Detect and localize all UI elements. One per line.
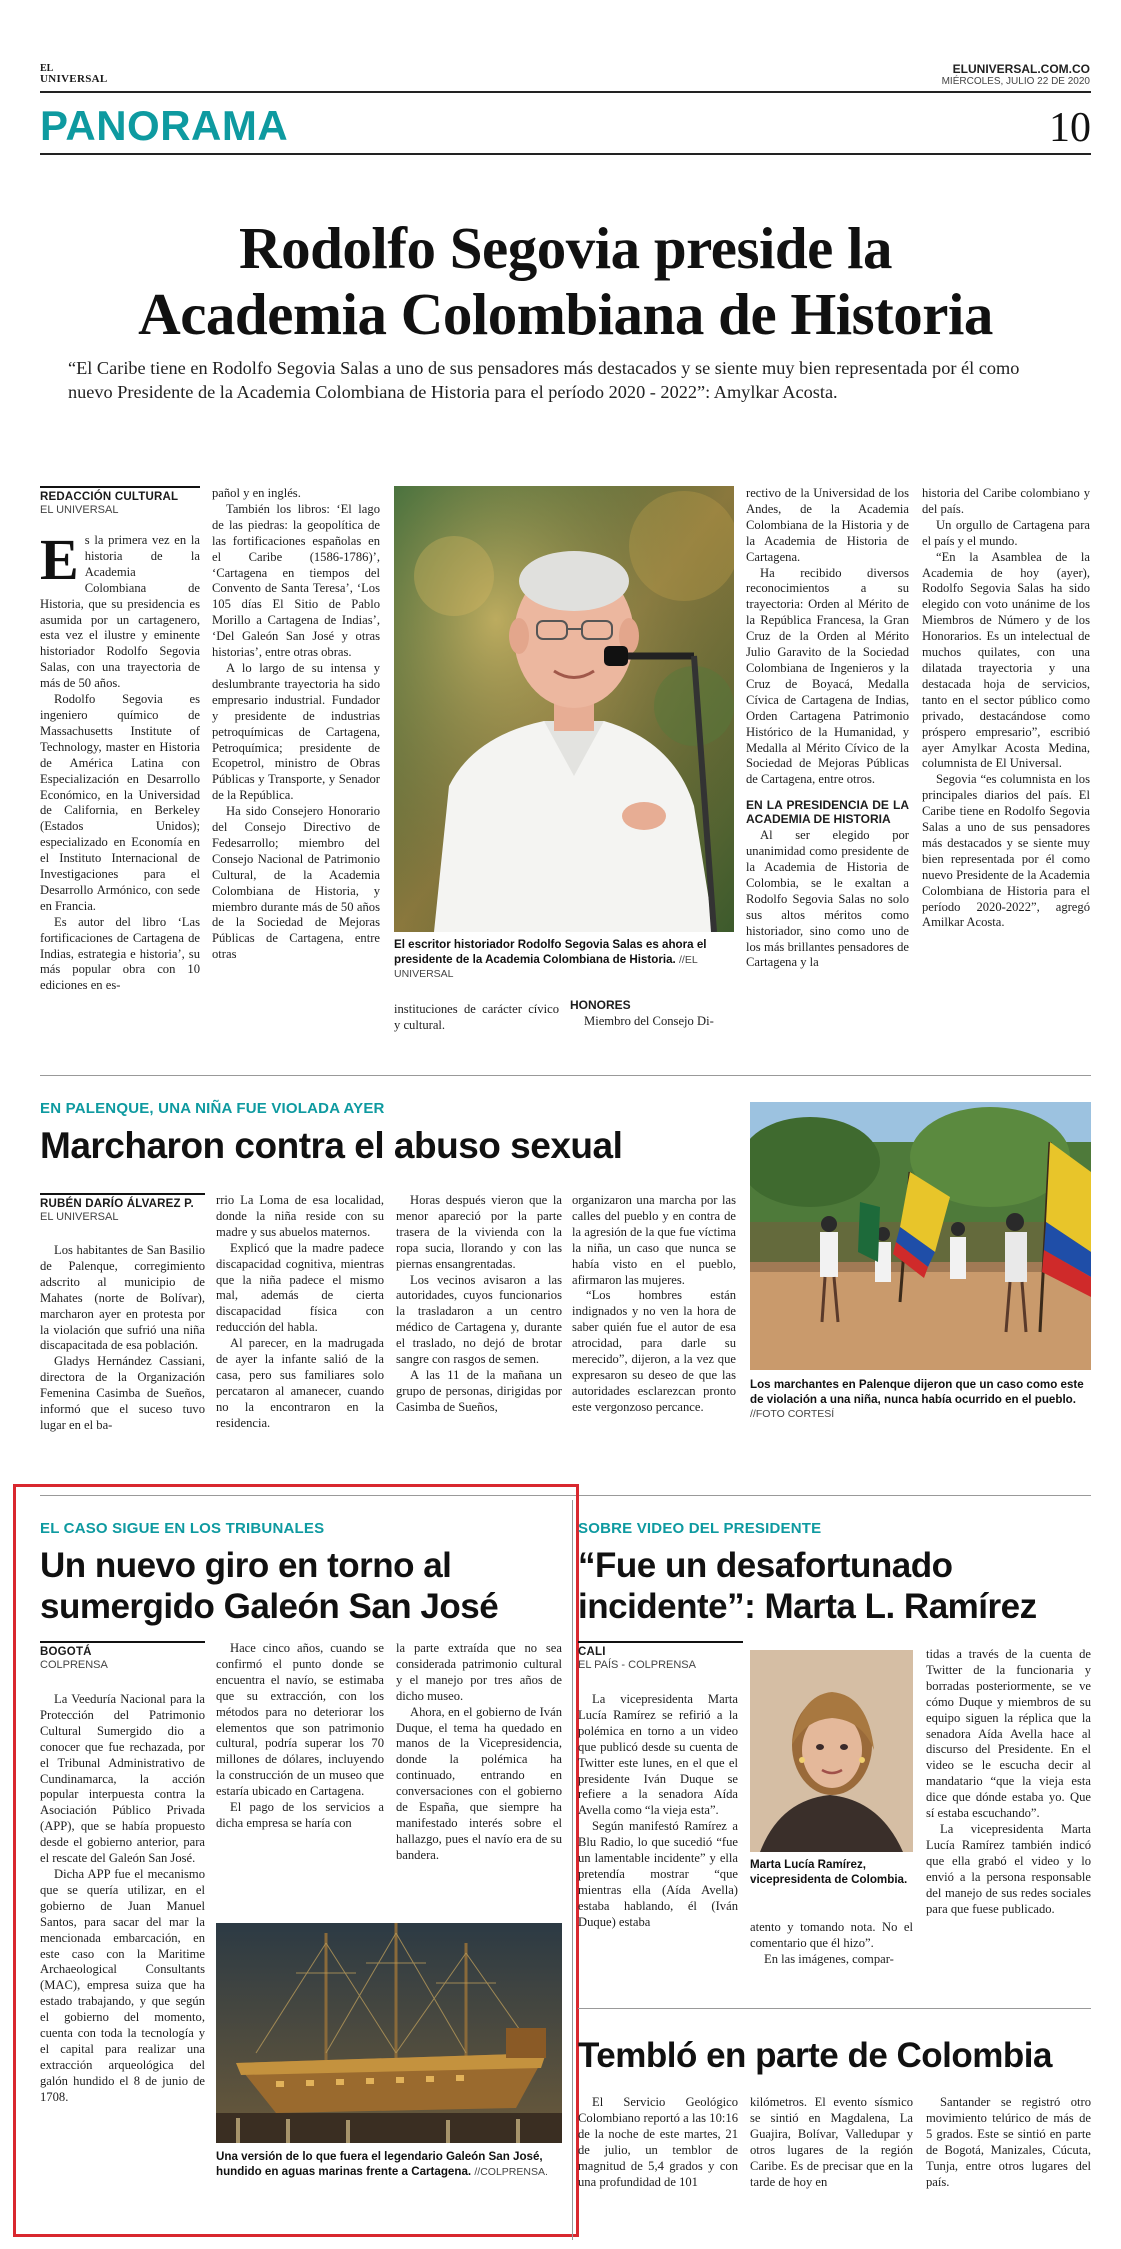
photo-credit: //FOTO CORTESÍ	[750, 1408, 835, 1420]
site-url: ELUNIVERSAL.COM.CO	[952, 62, 1090, 76]
story2-col-1: Los habitantes de San Basilio de Palenque, corregimiento adscrito al municipio de Mahates (norte de Bolívar), marcharon ayer en protesta por la violación que sufrió una niña discapacitada de esa población. Gladys Hernández Cassiani, directora de la Organización Femenina Casimba de Sueños, informó que el suceso tuvo lugar en el ba-	[40, 1243, 205, 1432]
story2-byline: RUBÉN DARÍO ÁLVAREZ P. EL UNIVERSAL	[40, 1193, 205, 1223]
newspaper-logo: EL UNIVERSAL	[40, 63, 108, 85]
story-divider-3	[578, 2008, 1091, 2009]
photo-credit: //COLPRENSA.	[474, 2165, 548, 2178]
main-photo-rodolfo-segovia	[394, 486, 734, 932]
story3-byline: BOGOTÁ COLPRENSA	[40, 1641, 205, 1671]
section-title: PANORAMA	[40, 102, 289, 149]
main-byline	[40, 486, 200, 516]
story4-photo-marta-ramirez	[750, 1650, 913, 1852]
speaker-illustration	[394, 486, 734, 932]
main-photo-caption: El escritor historiador Rodolfo Segovia Salas es ahora el presidente de la Academia Colombiana de Historia. //EL UNIVERSAL	[394, 938, 707, 980]
story4-photo-caption: Marta Lucía Ramírez, vicepresidenta de Colombia.	[750, 1858, 908, 1886]
story3-headline: Un nuevo giro en torno al sumergido Galeón San José	[40, 1546, 499, 1626]
column-divider	[572, 1500, 573, 2240]
section-rule	[40, 153, 1091, 155]
page-number: 10	[1049, 105, 1091, 151]
main-headline: Rodolfo Segovia preside la Academia Colombiana de Historia	[138, 215, 993, 347]
story2-col-2: rrio La Loma de esa localidad, donde la niña reside con su madre y sus abuelos maternos. Explicó que la madre padece discapacidad cognitiva, mientras que la niña padece el mismo mal, además de cierta discapacidad física con reducción del habla. Al parecer, en la madrugada de ayer la infante salió de la casa, pero sus familiares solo percataron al amanecer, cuando no la encontraron en la residencia.	[216, 1193, 384, 1430]
story4-col-2-continuation: atento y tomando nota. No el comentario que él hizo”. En las imágenes, compar-	[750, 1920, 913, 1966]
main-deck: “El Caribe tiene en Rodolfo Segovia Salas a uno de sus pensadores más destacados y se siente muy bien representada por él como nuevo Presidente de la Academia Colombiana de Historia para el período 2020 - 2022”: Amylkar Acosta.	[68, 358, 1020, 402]
subhead-presidencia: EN LA PRESIDENCIA DE LA ACADEMIA DE HISTORIA	[746, 798, 909, 827]
story5-col-3: Santander se registró otro movimiento telúrico de más de 5 grados. Este se sintió en parte de Bogotá, Manizales, Cúcuta, Tunja, entre otros lugares del país.	[926, 2095, 1091, 2189]
story3-col-2: Hace cinco años, cuando se confirmó el punto donde se encuentra el navío, se estimaba que su extracción, con los métodos para no deteriorar los elementos que son patrimonio cultural, podría superar los 70 millones de dólares, incluyendo la construcción de un museo que estaría ubicado en Cartagena. El pago de los servicios a dicha empresa se haría con	[216, 1641, 384, 1830]
portrait-illustration	[750, 1650, 913, 1852]
story3-photo-caption: Una versión de lo que fuera el legendario Galeón San José, hundido en aguas marinas frente a Cartagena. //COLPRENSA.	[216, 2150, 548, 2178]
story3-col-1: La Veeduría Nacional para la Protección del Patrimonio Cultural Sumergido dio a conocer que fue rechazada, por el Tribunal Administrativo de Cundinamarca, la acción popular interpuesta contra la Asociación Público Privada (APP), que se había propuesto desde el gobierno anterior, para el rescate del Galeón San José. Dicha APP fue el mecanismo que se quería utilizar, en el gobierno de Juan Manuel Santos, para sacar del mar la mencionada embarcación, en este caso con la Maritime Archaeological Consultants (MAC), empresa suiza que ha estado trabajando, y que según el gobierno del momento, cuenta con toda la tecnología y el capital para realizar una extracción arqueológica del galón hundido el 8 de junio de 1708.	[40, 1692, 205, 2104]
main-col-2: pañol y en inglés. También los libros: ‘El lago de las piedras: la geopolítica de las fortificaciones españolas en el Caribe (1586-1786)’, ‘Cartagena en tiempos del Convento de Santa Teresa’, ‘Los 105 días El Sitio de Pablo Morillo a Cartagena de Indias’, ‘Del Galeón San José y otras historias’, entre otras obras. A lo largo de su intensa y deslumbrante trayectoria ha sido empresario industrial. Fundador y presidente de industrias petroquímicas de Cartagena, Petroquímica; presidente de Ecopetrol, ministro de Obras Públicas y Transporte, y Senador de la República. Ha sido Consejero Honorario del Consejo Directivo de Fedesarrollo; miembro del Consejo Nacional de Patrimonio Cultural, de la Academia Colombiana de Historia, y miembro durante más de 50 años de la Sociedad de Mejoras Públicas de Cartagena, entre otras	[212, 486, 380, 962]
photo-credit: //EL UNIVERSAL	[394, 953, 698, 980]
story4-kicker: SOBRE VIDEO DEL PRESIDENTE	[578, 1520, 822, 1537]
story4-byline: CALI EL PAÍS - COLPRENSA	[578, 1641, 743, 1671]
main-col-6: historia del Caribe colombiano y del país. Un orgullo de Cartagena para el país y el mundo. “En la Asamblea de la Academia de hoy (ayer), Rodolfo Segovia Salas ha sido elegido con voto unánime de los Miembros de Número y de los Honorarios. Es un intelectual de muchos quilates, con una dilatada trayectoria y una destacada hoja de servicios, tanto en el sector público como privado, destacándose como próspero empresario”, escribió ayer Amylkar Acosta Medina, columnista de El Universal. Segovia “es columnista en los principales diarios del país. El Caribe tiene en Rodolfo Segovia Salas a uno de sus pensadores más destacados y se siente muy bien representada por él como nuevo Presidente de la Academia Colombiana de Historia para el período 2020-2022”, agregó Amilkar Acosta.	[922, 486, 1090, 930]
story5-col-2: kilómetros. El evento sísmico se sintió en Magdalena, La Guajira, Bolívar, Valledupar y otros lugares de la región Caribe. Es de precisar que en la tarde de hoy en	[750, 2095, 913, 2189]
story3-kicker: EL CASO SIGUE EN LOS TRIBUNALES	[40, 1520, 325, 1537]
main-col-3-continuation: instituciones de carácter cívico y cultural.	[394, 1002, 559, 1032]
main-col-5: rectivo de la Universidad de los Andes, de la Academia Colombiana de la Historia y de la Academia de Historia de Cartagena. Ha recibido diversos reconocimientos a su trayectoria: Orden al Mérito de la República Francesa, la Gran Cruz de la Orden al Mérito Julio Garavito de la Sociedad Colombiana de Ingenieros y la Cruz de Boyacá, Medalla Cívica de Cartagena de Indias, Orden Cartagena Patrimonio Histórico de la Humanidad, y Medalla al Mérito Cívico de la Sociedad de Mejoras Públicas de Cartagena, entre otros. EN LA PRESIDENCIA DE LA ACADEMIA DE HISTORIA Al ser elegido por unanimidad como presidente de la Academia de Historia de Colombia, se le exaltan a Rodolfo Segovia Salas no solo sus altos méritos como historiador, sino como uno de los más brillantes pensadores de Cartagena y la	[746, 486, 909, 970]
byline-org: EL UNIVERSAL	[40, 504, 119, 516]
issue-date: MIÉRCOLES, JULIO 22 DE 2020	[941, 76, 1090, 87]
main-col-1: Es la primera vez en la historia de la Academia Colombiana de Historia, que su presidencia es asumida por un cartagenero, esta vez el ilustre y eminente historiador Rodolfo Segovia Salas, con una trayectoria de más de 50 años. Rodolfo Segovia es ingeniero químico de Massachusetts Institute of Technology, master en Historia de América Latina con Especialización en Desarrollo Económico, en la Universidad de California, en Berkeley (Estados Unidos); especializado en Economía en el Instituto Internacional de Investigaciones para el Desarrollo Armónico, con sede en Francia. Es autor del libro ‘Las fortificaciones de Cartagena de Indias, estrategia e historia’, su más popular obra con 10 ediciones en es-	[40, 527, 200, 993]
story4-col-3: tidas a través de la cuenta de Twitter de la funcionaria y borradas posteriormente, se ve cómo Duque y miembros de su equipo siguen la réplica que la senadora Aída Avella hace al discurso del Presidente. En el video se le escucha decir al mandatario “que la vieja esta dice que dónde estaba yo. Que sí estaba escuchando”. La vicepresidenta Marta Lucía Ramírez también indicó que ella grabó el video y lo envió a la persona responsable del manejo de sus redes sociales para que fuese publicado.	[926, 1647, 1091, 1916]
story2-kicker: EN PALENQUE, UNA NIÑA FUE VIOLADA AYER	[40, 1100, 385, 1117]
byline-name: REDACCIÓN CULTURAL	[40, 486, 200, 503]
dropcap: E	[40, 527, 79, 592]
story5-col-1: El Servicio Geológico Colombiano reportó a las 10:16 de la noche de este martes, 21 de julio, un temblor de magnitud de 5,4 grados y con una profundidad de 101	[578, 2095, 738, 2189]
masthead-rule	[40, 91, 1091, 93]
story-divider-1	[40, 1075, 1091, 1076]
subhead-honores: HONORES	[570, 998, 631, 1012]
story2-headline: Marcharon contra el abuso sexual	[40, 1125, 623, 1166]
march-illustration	[750, 1102, 1091, 1370]
story2-col-4: organizaron una marcha por las calles del pueblo y en contra de la agresión de la que fue víctima la niña, un caso que nunca se había visto en el pueblo, afirmaron las mujeres. “Los hombres están indignados y no ven la hora de saber quién fue el autor de esa atrocidad, para darle su merecido”, dijeron, a la vez que expresaron su deseo de que las autoridades esclarezcan pronto este vergonzoso percance.	[572, 1193, 736, 1414]
story3-col-3: la parte extraída que no sea considerada patrimonio cultural y el manejo por tres años de dicho museo. Ahora, en el gobierno de Iván Duque, el tema ha quedado en manos de la Vicepresidencia, donde la polémica ha continuado, entrando en conversaciones con el gobierno de España, que siempre ha manifestado interés sobre el hallazgo, pues el navío era de su bandera.	[396, 1641, 562, 1862]
story3-photo-galleon	[216, 1923, 562, 2143]
story2-photo-march	[750, 1102, 1091, 1370]
story4-headline: “Fue un desafortunado incidente”: Marta L. Ramírez	[578, 1546, 1037, 1626]
story5-headline: Tembló en parte de Colombia	[578, 2036, 1052, 2075]
story4-col-1: La vicepresidenta Marta Lucía Ramírez se refirió a la polémica en torno a un video que publicó desde su cuenta de Twitter este lunes, en el que el presidente Iván Duque se refiere a la senadora Aída Avella como “la vieja esta”. Según manifestó Ramírez a Blu Radio, lo que sucedió “fue un lamentable incidente” y ella pretendía mostrar “que mientras ella (Aída Avella) estaba hablando, él (Iván Duque) estaba	[578, 1692, 738, 1929]
galleon-illustration	[216, 1923, 562, 2143]
story2-col-3: Horas después vieron que la menor apareció por la parte trasera de la vivienda con la ropa sucia, llorando y con las piernas ensangrentadas. Los vecinos avisaron a las autoridades, cuyos funcionarios la trasladaron a un centro médico de Cartagena y, durante el traslado, no dejó de brotar sangre con rasgos de semen. A las 11 de la mañana un grupo de personas, dirigidas por Casimba de Sueños,	[396, 1193, 562, 1414]
main-col-4-continuation: HONORES Miembro del Consejo Di-	[570, 998, 734, 1030]
story2-photo-caption: Los marchantes en Palenque dijeron que un caso como este de violación a una niña, nunca había ocurrido en el pueblo. //FOTO CORTESÍ	[750, 1378, 1091, 1422]
